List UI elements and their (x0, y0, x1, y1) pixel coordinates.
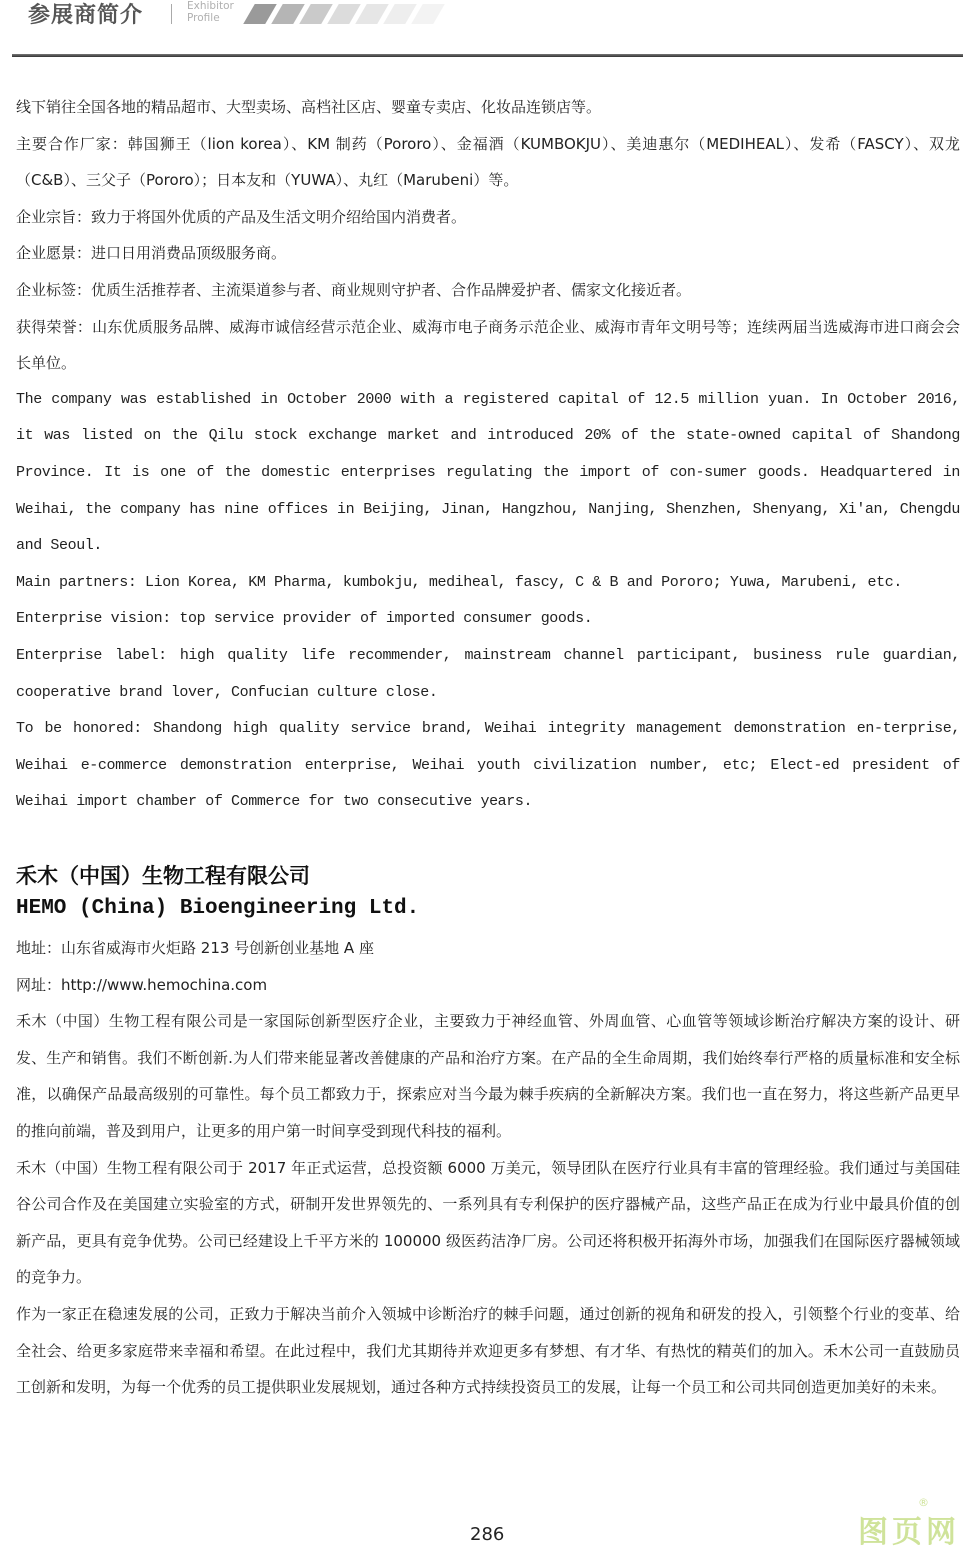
paragraph: 禾木（中国）生物工程有限公司是一家国际创新型医疗企业，主要致力于神经血管、外周血管、心血管等领域诊断治疗解决方案的设计、研发、生产和销售。我们不断创新.为人们带来能显著改善健康的产品和治疗方案。在产品的全生命周期，我们始终奉行严格的质量标准和安全标准，以确保产品最高级别的可靠性。每个员工都致力于，探索应对当今最为棘手疾病的全新解决方案。我们也一直在努力，将这些新产品更早的推向前端，普及到用户，让更多的用户第一时间享受到现代科技的福利。 (16, 1012, 960, 1140)
page-header (0, 0, 980, 60)
paragraph: 作为一家正在稳速发展的公司，正致力于解决当前介入领城中诊断治疗的棘手问题，通过创新的视角和研发的投入，引领整个行业的变革、给全社会、给更多家庭带来幸福和希望。在此过程中，我们尤其期待并欢迎更多有梦想、有才华、有热忱的精英们的加入。禾木公司一直鼓励员工创新和发明，为每一个优秀的员工提供职业发展规划，通过各种方式持续投资员工的发展，让每一个员工和公司共同创造更加美好的未来。 (16, 1304, 960, 1397)
subtitle-line-1: Exhibitor (187, 0, 234, 12)
paragraph: 获得荣誉：山东优质服务品牌、威海市诚信经营示范企业、威海市电子商务示范企业、威海市青年文明号等；连续两届当选威海市进口商会会长单位。 (16, 317, 960, 373)
stripe (411, 4, 445, 24)
decorative-stripes (237, 4, 437, 24)
paragraph: 主要合作厂家：韩国狮王（lion korea）、KM 制药（Pororo）、金福酒（KUMBOKJU）、美迪惠尔（MEDIHEAL）、发希（FASCY）、双龙（C&B）、三父子（Pororo）；日本友和（YUWA）、丸红（Marubeni）等。 (16, 134, 960, 190)
paragraph: 线下销往全国各地的精品超市、大型卖场、高档社区店、婴童专卖店、化妆品连锁店等。 (16, 98, 602, 116)
section-title: 参展商简介 (28, 3, 144, 28)
company-address: 地址：山东省威海市火炬路 213 号创新创业基地 A 座 (16, 939, 374, 957)
company-website[interactable]: 网址：http://www.hemochina.com (16, 975, 268, 994)
section-subtitle (187, 0, 234, 24)
paragraph: Main partners: Lion Korea, KM Pharma, kumbokju, mediheal, fascy, C & B and Pororo; Yuwa, Marubeni, etc. (16, 573, 902, 591)
paragraph: 企业宗旨：致力于将国外优质的产品及生活文明介绍给国内消费者。 (16, 207, 467, 226)
company-section (16, 930, 960, 1406)
previous-company-section (16, 89, 960, 821)
paragraph: 企业标签：优质生活推荐者、主流渠道参与者、商业规则守护者、合作品牌爱护者、儒家文化接近者。 (16, 280, 692, 299)
header-rule (12, 54, 963, 57)
company-name-cn: 禾木（中国）生物工程有限公司 (16, 864, 310, 888)
registered-mark-icon: ® (918, 1496, 929, 1509)
subtitle-line-2: Profile (187, 12, 220, 24)
paragraph: 企业愿景：进口日用消费品顶级服务商。 (16, 244, 287, 263)
paragraph: The company was established in October 2000 with a registered capital of 12.5 million yuan. In October 2016, it was listed on the Qilu stock exchange market and introduced 20% of the state-owned capital of Shandong Province. It is one of the domestic enterprises regulating the import of con-sumer goods. Headquartered in Weihai, the company has nine offices in Beijing, Jinan, Hangzhou, Nanjing, Shenzhen, Shenyang, Xi'an, Chengdu and Seoul. (16, 390, 960, 555)
watermark-logo: 图页网 (858, 1515, 960, 1550)
company-name-en: HEMO (China) Bioengineering Ltd. (16, 897, 420, 920)
header-divider (171, 4, 172, 24)
paragraph: To be honored: Shandong high quality service brand, Weihai integrity management demonstration en-terprise, Weihai e-commerce demonstration enterprise, Weihai youth civilization number, etc; Elect-ed president of Weihai import chamber of Commerce for two consecutive years. (16, 720, 960, 811)
paragraph: Enterprise label: high quality life recommender, mainstream channel participant, business rule guardian, cooperative brand lover, Confucian culture close. (16, 646, 960, 701)
paragraph: 禾木（中国）生物工程有限公司于 2017 年正式运营，总投资额 6000 万美元，领导团队在医疗行业具有丰富的管理经验。我们通过与美国硅谷公司合作及在美国建立实验室的方式，研制开发世界领先的、一系列具有专利保护的医疗器械产品，这些产品正在成为行业中最具价值的创新产品，更具有竞争优势。公司已经建设上千平方米的 100000 级医药洁净厂房。公司还将积极开拓海外市场，加强我们在国际医疗器械领域的竞争力。 (16, 1158, 960, 1287)
paragraph: Enterprise vision: top service provider of imported consumer goods. (16, 610, 593, 628)
page-number: 286 (470, 1524, 505, 1545)
